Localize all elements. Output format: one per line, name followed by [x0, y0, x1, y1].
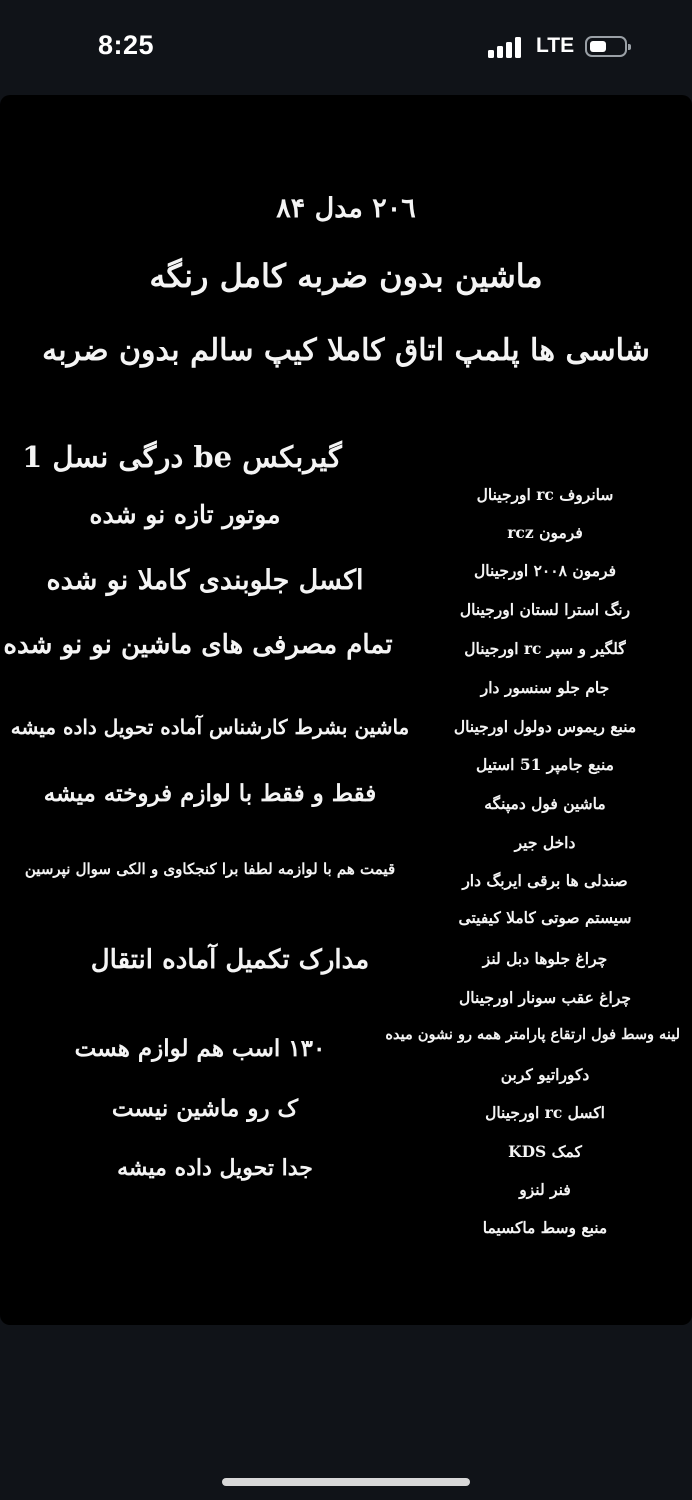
left-note: مدارک تکمیل آماده انتقال	[90, 945, 370, 975]
status-bar	[0, 0, 692, 95]
paint-condition-heading: ماشین بدون ضربه کامل رنگه	[149, 257, 543, 295]
list-item: منبع جامپر 51 استیل	[476, 755, 614, 774]
list-item: چراغ جلوها دبل لنز	[482, 949, 608, 968]
left-note: گیربکس be درگی نسل 1	[22, 440, 342, 474]
ad-photo	[0, 95, 692, 1325]
battery-icon	[585, 36, 627, 57]
list-item: ماشین فول دمپنگه	[484, 794, 606, 813]
list-item: رنگ استرا لستان اورجینال	[459, 600, 631, 619]
left-note: ک رو ماشین نیست	[111, 1095, 299, 1122]
list-item: گلگیر و سپر rc اورجینال	[464, 639, 626, 658]
list-item: سانروف rc اورجینال	[476, 485, 614, 504]
list-item: جام جلو سنسور دار	[480, 678, 610, 697]
left-note: جدا تحویل داده میشه	[117, 1155, 313, 1181]
left-note: اکسل جلوبندی کاملا نو شده	[46, 565, 364, 596]
list-item: صندلی ها برقی ایربگ دار	[462, 871, 628, 890]
list-item: اکسل rc اورجینال	[485, 1103, 605, 1122]
list-item: فرمون ۲۰۰۸ اورجینال	[474, 561, 616, 580]
list-item: سیستم صوتی کاملا کیفیتی	[458, 908, 632, 927]
list-item: فنر لنزو	[519, 1180, 571, 1199]
home-indicator[interactable]	[222, 1478, 470, 1486]
list-item: لینه وسط فول ارتقاع پارامتر همه رو نشون میده	[385, 1026, 680, 1043]
left-note: ماشین بشرط کارشناس آماده تحویل داده میشه	[10, 715, 410, 739]
chassis-condition-heading: شاسی ها پلمپ اتاق کاملا کیپ سالم بدون ضربه	[42, 333, 650, 368]
car-model-heading: ۲۰٦ مدل ۸۴	[276, 193, 416, 224]
list-item: دکوراتیو کربن	[500, 1065, 590, 1084]
status-time: 8:25	[98, 30, 155, 60]
left-note: موتور تازه نو شده	[89, 500, 281, 529]
cellular-signal-icon	[488, 36, 524, 58]
list-item: کمک KDS	[508, 1142, 582, 1161]
left-note: ۱۳۰ اسب هم لوازم هست	[74, 1035, 326, 1062]
list-item: چراغ عقب سونار اورجینال	[459, 988, 631, 1007]
list-item: منبع وسط ماکسیما	[482, 1218, 608, 1237]
left-note: فقط و فقط با لوازم فروخته میشه	[43, 780, 377, 807]
network-type: LTE	[536, 34, 575, 57]
left-note: تمام مصرفی های ماشین نو نو شده	[3, 630, 393, 660]
left-note: قیمت هم با لوازمه لطفا برا کنجکاوی و الکی سوال نپرسین	[24, 860, 396, 878]
list-item: داخل جیر	[514, 833, 576, 852]
list-item: فرمون rcz	[507, 523, 583, 542]
list-item: منبع ریموس دولول اورجینال	[453, 717, 637, 736]
